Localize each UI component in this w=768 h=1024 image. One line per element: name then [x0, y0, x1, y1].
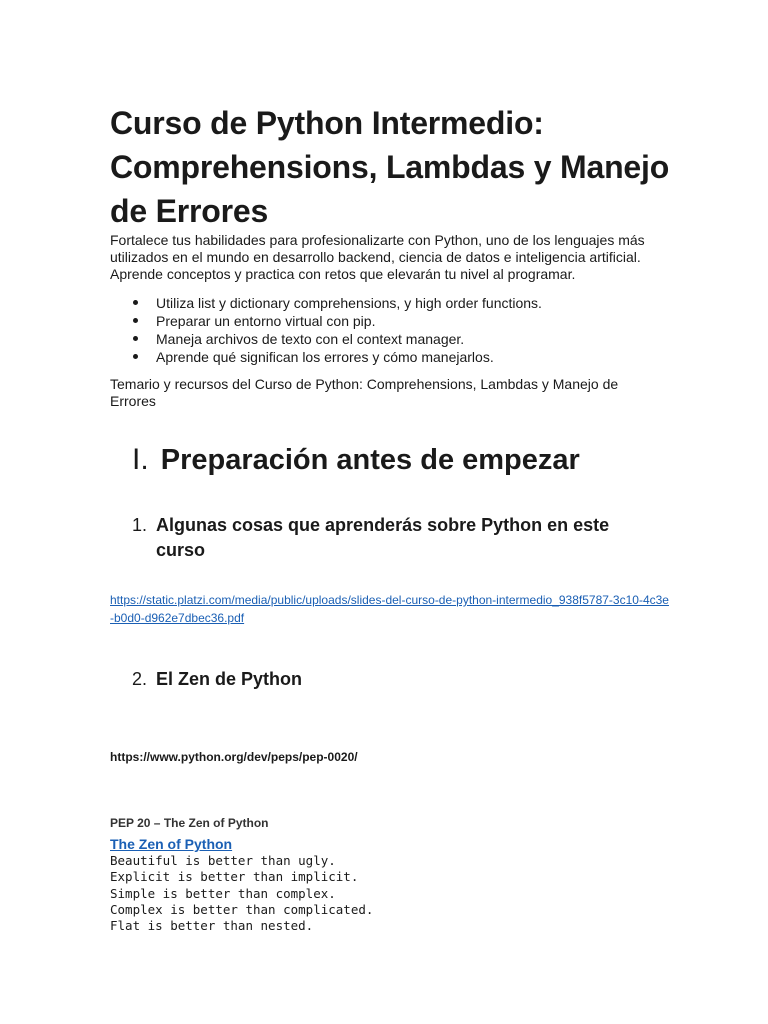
section-title: Preparación antes de empezar: [160, 444, 580, 476]
section-heading: [132, 440, 672, 480]
subsection-heading-1: [132, 513, 652, 563]
zen-of-python-link[interactable]: The Zen of Python: [110, 836, 233, 852]
list-item: Maneja archivos de texto con el context manager.: [110, 330, 670, 348]
temario-paragraph: Temario y recursos del Curso de Python: Comprehensions, Lambdas y Manejo de Errores: [110, 376, 619, 409]
subsection-number: 2.: [132, 669, 148, 689]
slides-pdf-link[interactable]: https://static.platzi.com/media/public/uploads/slides-del-curso-de-python-intermedio_938f5787-3c10-4c3e-b0d0-d962e7dbec36.pdf: [110, 593, 669, 625]
zen-line: Complex is better than complicated.: [110, 901, 374, 917]
zen-line: Simple is better than complex.: [110, 885, 336, 901]
list-item: Utiliza list y dictionary comprehensions, y high order functions.: [110, 294, 670, 312]
page-title: Curso de Python Intermedio: Comprehensions, Lambdas y Manejo de Errores: [110, 105, 670, 229]
subsection-heading-2: [132, 667, 652, 692]
zen-line: Beautiful is better than ugly.: [110, 853, 336, 868]
zen-line: Explicit is better than implicit.: [110, 869, 359, 885]
subsection-title: El Zen de Python: [156, 669, 303, 689]
zen-line: Flat is better than nested.: [110, 918, 314, 934]
subsection-number: 1.: [132, 515, 148, 535]
pep-url-text: https://www.python.org/dev/peps/pep-0020/: [110, 750, 358, 764]
list-item: Preparar un entorno virtual con pip.: [110, 312, 670, 330]
intro-paragraph: Fortalece tus habilidades para profesionalizarte con Python, uno de los lenguajes más utilizados en el mundo en desarrollo backend, ciencia de datos e inteligencia artificial. Aprende conceptos y practica con retos que elevarán tu nivel al programar.: [110, 232, 645, 282]
subsection-title: Algunas cosas que aprenderás sobre Python en este curso: [156, 515, 610, 560]
pep-title: PEP 20 – The Zen of Python: [110, 816, 269, 830]
zen-lines: [110, 853, 373, 934]
section-number: I.: [132, 443, 149, 476]
list-item: Aprende qué significan los errores y cómo manejarlos.: [110, 348, 670, 366]
feature-list: [110, 294, 670, 366]
